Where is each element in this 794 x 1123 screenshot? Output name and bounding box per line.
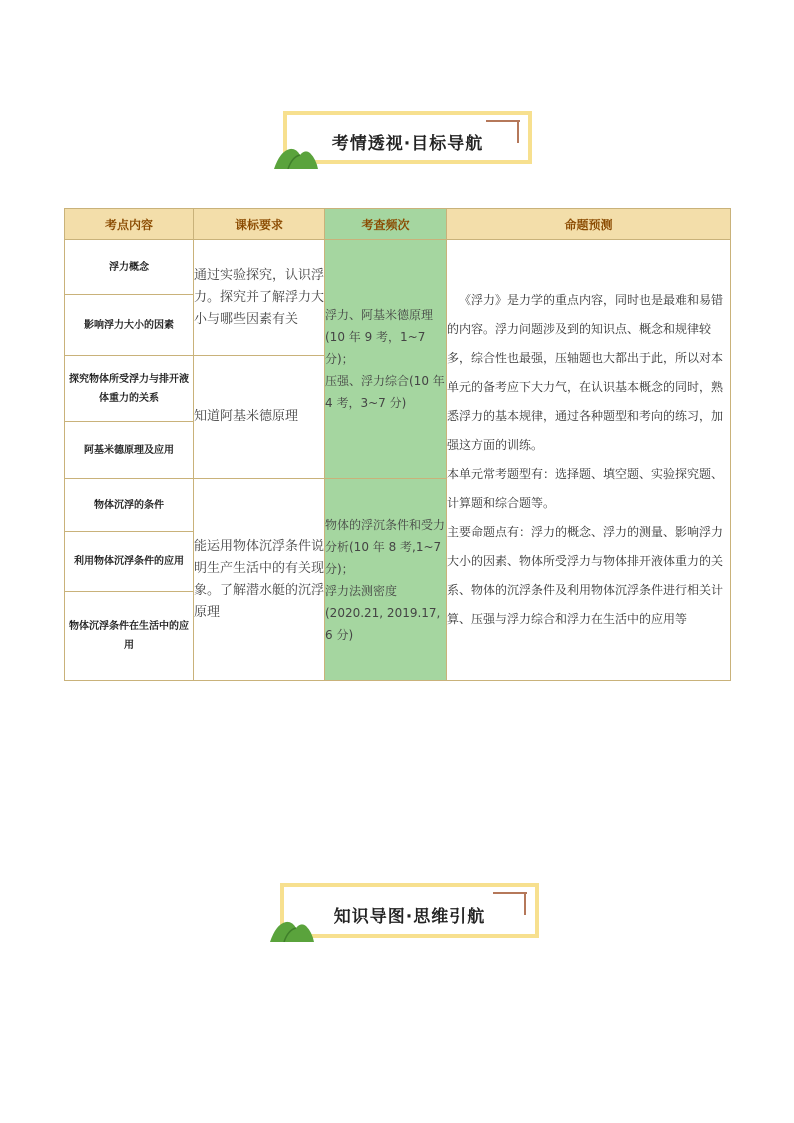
section-banner-knowledge-map (280, 883, 539, 938)
banner-title: 知识导图·思维引航 (333, 907, 486, 927)
knowledge-point: 阿基米德原理及应用 (65, 422, 194, 479)
frequency-line: 压强、浮力综合(10 年 4 考，3~7 分) (325, 374, 445, 410)
prediction-text (447, 240, 731, 681)
exam-frequency (325, 479, 447, 681)
section-banner-exam-overview (283, 111, 532, 164)
frequency-line: 浮力、阿基米德原理(10 年 9 考，1~7 分)； (325, 308, 434, 366)
knowledge-point: 物体沉浮条件在生活中的应用 (65, 592, 194, 681)
prediction-paragraph: 《浮力》是力学的重点内容，同时也是最难和易错的内容。浮力问题涉及到的知识点、概念和规律较多，综合性也最强，压轴题也大都出于此，所以对本单元的备考应下大力气，在认识基本概念的同时，熟悉浮力的基本规律，通过各种题型和考向的练习，加强这方面的训练。 (447, 293, 724, 452)
header-knowledge-point: 考点内容 (65, 209, 194, 240)
exam-frequency (325, 240, 447, 479)
knowledge-point: 浮力概念 (65, 240, 194, 295)
curriculum-requirement: 知道阿基米德原理 (194, 356, 325, 479)
prediction-paragraph: 本单元常考题型有：选择题、填空题、实验探究题、计算题和综合题等。 (447, 467, 724, 510)
header-curriculum-requirement: 课标要求 (194, 209, 325, 240)
frequency-line: 浮力法测密度(2020.21, 2019.17, 6 分) (325, 583, 441, 642)
mountain-icon (270, 916, 314, 942)
header-exam-frequency: 考查频次 (325, 209, 447, 240)
knowledge-point: 探究物体所受浮力与排开液体重力的关系 (65, 356, 194, 422)
header-prediction: 命题预测 (447, 209, 731, 240)
curriculum-requirement: 能运用物体沉浮条件说明生产生活中的有关现象。了解潜水艇的沉浮原理 (194, 479, 325, 681)
frequency-line: 物体的浮沉条件和受力分析(10 年 8 考,1~7 分)； (325, 517, 446, 576)
prediction-paragraph: 主要命题点有：浮力的概念、浮力的测量、影响浮力大小的因素、物体所受浮力与物体排开液体重力的关系、物体的沉浮条件及利用物体沉浮条件进行相关计算、压强与浮力综合和浮力在生活中的应用等 (447, 525, 724, 626)
knowledge-point: 影响浮力大小的因素 (65, 295, 194, 356)
curriculum-requirement: 通过实验探究，认识浮力。探究并了解浮力大小与哪些因素有关 (194, 240, 325, 356)
exam-overview-table (64, 208, 731, 681)
banner-title: 考情透视·目标导航 (331, 134, 484, 154)
knowledge-point: 利用物体沉浮条件的应用 (65, 532, 194, 592)
corner-accent-icon (491, 889, 531, 919)
corner-accent-icon (484, 117, 524, 147)
knowledge-point: 物体沉浮的条件 (65, 479, 194, 532)
mountain-icon (274, 143, 318, 169)
